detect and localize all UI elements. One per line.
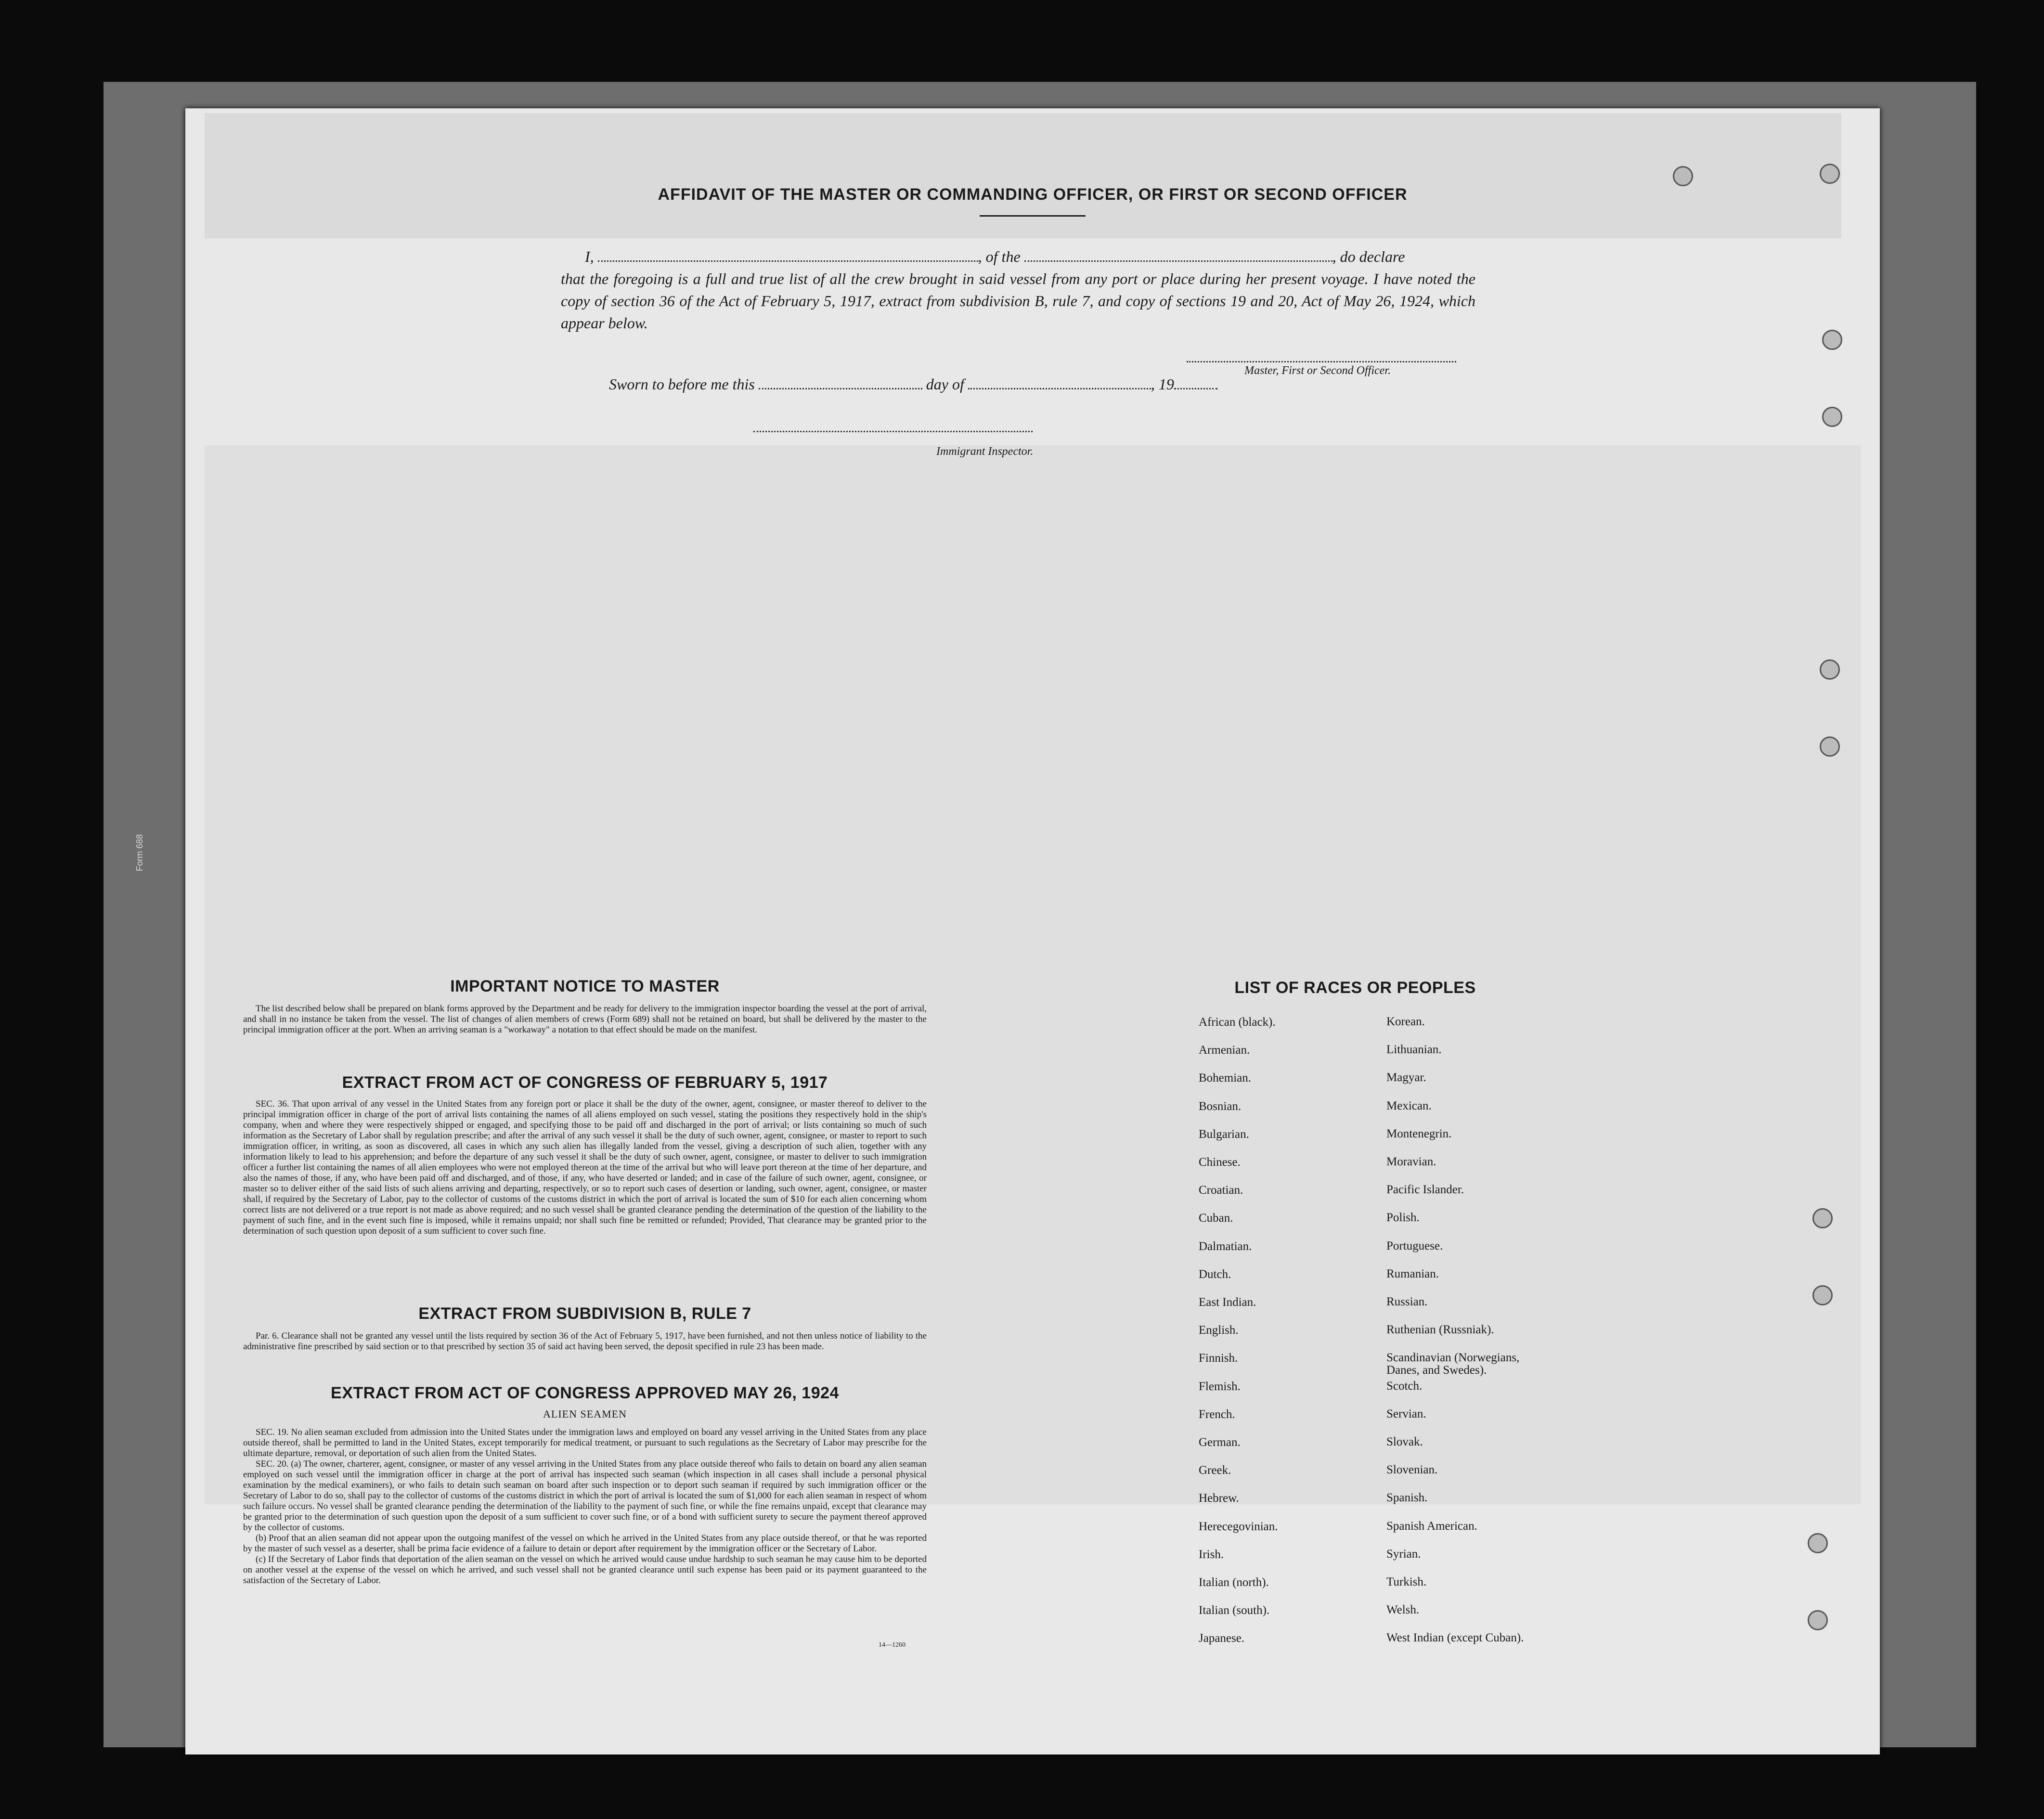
race-item: Spanish. xyxy=(1386,1491,1428,1505)
affidavit-of-the: , of the xyxy=(978,248,1021,265)
affidavit-title: AFFIDAVIT OF THE MASTER OR COMMANDING OFFICER, OR FIRST OR SECOND OFFICER xyxy=(658,185,1408,204)
master-signature-label: Master, First or Second Officer. xyxy=(1244,364,1391,377)
notice-title: IMPORTANT NOTICE TO MASTER xyxy=(450,977,720,995)
affidavit-first-line xyxy=(561,245,1475,268)
race-item: Russian. xyxy=(1386,1295,1428,1308)
notice-text xyxy=(243,1004,927,1035)
race-item: African (black). xyxy=(1199,1016,1276,1029)
punch-hole xyxy=(1820,164,1840,184)
race-item: Dutch. xyxy=(1199,1267,1231,1281)
race-item: German. xyxy=(1199,1436,1241,1449)
affidavit-i: I, xyxy=(585,248,594,265)
race-item: West Indian (except Cuban). xyxy=(1386,1631,1524,1645)
punch-hole xyxy=(1808,1610,1828,1630)
race-item: Pacific Islander. xyxy=(1386,1183,1464,1197)
race-item: Montenegrin. xyxy=(1386,1127,1452,1140)
affidavit-declaration xyxy=(561,245,1475,334)
race-item: Moravian. xyxy=(1386,1155,1436,1168)
race-item: Mexican. xyxy=(1386,1099,1432,1112)
punch-hole xyxy=(1673,166,1693,186)
alien-seamen-subtitle: ALIEN SEAMEN xyxy=(543,1408,627,1420)
punch-hole xyxy=(1820,736,1840,757)
sworn-year: , 19 xyxy=(1151,375,1174,393)
race-item: Bosnian. xyxy=(1199,1099,1242,1113)
race-item: Bohemian. xyxy=(1199,1071,1252,1085)
race-item: Slovenian. xyxy=(1386,1463,1438,1477)
race-item: East Indian. xyxy=(1199,1296,1256,1309)
race-item: Bulgarian. xyxy=(1199,1127,1249,1141)
race-item: Croatian. xyxy=(1199,1184,1243,1197)
race-item: Dalmatian. xyxy=(1199,1239,1252,1253)
sec20c-text: (c) If the Secretary of Labor finds that deportation of the alien seaman on the vessel on which he arrived would cause undue hardship to such seaman he may cause him to be deported on another vessel at the expense of the vessel on which he arrived, and such vessel shall not be granted clearance until such expense has been paid or its payment guaranteed to the satisfaction of the Secretary of Labor. xyxy=(243,1554,927,1586)
document-page xyxy=(185,108,1880,1754)
extract-1917-text xyxy=(243,1099,927,1237)
race-item: Armenian. xyxy=(1199,1044,1250,1057)
race-item: French. xyxy=(1199,1407,1235,1421)
punch-hole xyxy=(1822,330,1842,350)
bleed-through-top xyxy=(205,113,1841,238)
sec19-paragraph xyxy=(243,1427,927,1459)
race-item: Greek. xyxy=(1199,1464,1231,1477)
extract-1924-title: EXTRACT FROM ACT OF CONGRESS APPROVED MAY 26, 1924 xyxy=(331,1384,839,1402)
race-item: Finnish. xyxy=(1199,1352,1238,1365)
sec19-text: SEC. 19. No alien seaman excluded from admission into the United States under the immigration laws and employed on board any vessel arriving in the United States from any place outside thereof, shall be permitted to land in the United States, except temporarily for medical treatment, or pursuant to such regulations as the Secretary of Labor may prescribe for the ultimate departure, removal, or deportation of such alien from the United States. xyxy=(243,1427,927,1458)
race-item: Servian. xyxy=(1386,1407,1426,1420)
affidavit-title-rule xyxy=(980,215,1086,217)
race-item: Portuguese. xyxy=(1386,1239,1443,1252)
sworn-prefix: Sworn to before me this xyxy=(609,375,755,393)
form-label-margin: Form 688 xyxy=(135,834,144,871)
punch-hole xyxy=(1812,1208,1833,1228)
race-item: Irish. xyxy=(1199,1548,1224,1561)
race-item: Syrian. xyxy=(1386,1547,1421,1561)
race-item: Ruthenian (Russniak). xyxy=(1386,1323,1494,1337)
sworn-month-field[interactable] xyxy=(968,375,1151,389)
sec20b-paragraph xyxy=(243,1533,927,1554)
form-number: 14—1260 xyxy=(879,1641,906,1649)
sec20b-text: (b) Proof that an alien seaman did not appear upon the outgoing manifest of the vessel on which he arrived in the United States from any place outside thereof, or that he was reported by the master of such vessel as a deserter, shall be prima facie evidence of a failure to detain or deport after requirement by the immigration officer or the Secretary of Labor. xyxy=(243,1533,927,1554)
extract-rule7-body: Par. 6. Clearance shall not be granted any vessel until the lists required by section 36 of the Act of February 5, 1917, have been furnished, and not then unless notice of liability to the administrative fine prescribed by said section or to that prescribed by section 35 of said act having been served, the deposit specified in rule 23 has been made. xyxy=(243,1331,927,1352)
master-name-field[interactable] xyxy=(598,248,978,262)
extract-1924-text xyxy=(243,1427,927,1586)
race-item: Japanese. xyxy=(1199,1632,1245,1645)
race-item: Herecegovinian. xyxy=(1199,1520,1278,1533)
race-item: Hebrew. xyxy=(1199,1492,1239,1505)
sworn-line xyxy=(609,375,1217,393)
sec20c-paragraph xyxy=(243,1554,927,1586)
race-item: English. xyxy=(1199,1324,1239,1337)
race-item: Welsh. xyxy=(1386,1603,1420,1617)
notice-body: The list described below shall be prepared on blank forms approved by the Department and be ready for delivery to the immigration inspector boarding the vessel at the port of arrival, and shall in no instance be taken from the vessel. The list of changes of alien members of crews (Form 689) shall not be retained on board, but shall be delivered by the master to the principal immigration officer at the port. When an arriving seaman is a "workaway" a notation to that effect should be made on the manifest. xyxy=(243,1004,927,1035)
race-item: Turkish. xyxy=(1386,1575,1427,1588)
race-item: Cuban. xyxy=(1199,1212,1233,1225)
sec20a-paragraph xyxy=(243,1459,927,1533)
race-item: Korean. xyxy=(1386,1015,1425,1028)
race-item: Polish. xyxy=(1386,1211,1420,1225)
extract-1917-title: EXTRACT FROM ACT OF CONGRESS OF FEBRUARY 5, 1917 xyxy=(342,1073,828,1092)
race-item: Lithuanian. xyxy=(1386,1043,1442,1057)
extract-rule7-text xyxy=(243,1331,927,1352)
affidavit-do-declare: , do declare xyxy=(1332,248,1405,265)
punch-hole xyxy=(1820,659,1840,680)
punch-hole xyxy=(1812,1285,1833,1305)
vessel-name-field[interactable] xyxy=(1024,248,1332,262)
race-item: Rumanian. xyxy=(1386,1267,1439,1280)
punch-hole xyxy=(1808,1533,1828,1553)
inspector-signature-field[interactable] xyxy=(753,431,1033,432)
sec20a-text: SEC. 20. (a) The owner, charterer, agent, consignee, or master of any vessel arriving in the United States from any place outside thereof who fails to detain on board any alien seaman employed on such vessel until the immigration officer in charge at the port of arrival has inspected such seaman (which inspection in all cases shall include a personal physical examination by the medical examiners), or who fails to detain such seaman on board after such inspection or to deport such seaman if required by such immigration officer or the Secretary of Labor to do so, shall pay to the collector of customs of the customs district in which the port of arrival is located the sum of $1,000 for each alien seaman in respect of whom such failure occurs. No vessel shall be granted clearance pending the determination of the liability to the payment of such fine, or while the fine remains unpaid, except that clearance may be granted prior to the determination of such question upon the deposit of a sum sufficient to cover such fine, or of a bond with sufficient surety to secure the payment thereof approved by the collector of customs. xyxy=(243,1459,927,1533)
races-title: LIST OF RACES OR PEOPLES xyxy=(1234,979,1476,997)
affidavit-declaration-text: that the foregoing is a full and true list of all the crew brought in said vessel from any port or place during her present voyage. I have noted the copy of section 36 of the Act of February 5, 1917, extract from subdivision B, rule 7, and copy of sections 19 and 20, Act of May 26, 1924, which appear below. xyxy=(561,270,1475,332)
extract-1917-body: SEC. 36. That upon arrival of any vessel in the United States from any foreign port or place it shall be the duty of the owner, agent, consignee, or master thereof to deliver to the principal immigration officer in charge of the port of arrival lists containing the names of all aliens employed on such vessel, stating the positions they respectively hold in the ship's company, when and where they were respectively shipped or engaged, and specifying those to be paid off and discharged in the port of arrival; or lists containing so much of such information as the Secretary of Labor shall by regulation prescribe; and after the arrival of any such vessel it shall be the duty of such owner, agent, consignee, or master to report to such immigration officer, in writing, as soon as discovered, all cases in which any such alien has illegally landed from the vessel, giving a description of such alien, together with any information likely to lead to his apprehension; and before the departure of any such vessel it shall be the duty of such owner, agent, consignee, or master to deliver to such immigration officer a further list containing the names of all alien employees who were not employed thereon at the time of the arrival but who will leave port thereon at the time of her departure, and also the names of those, if any, who have been paid off and discharged, and of those, if any, who have deserted or landed; and in case of the failure of such owner, agent, consignee, or master so to deliver either of the said lists of such aliens arriving and departing, respectively, or so to report such cases of desertion or landing, such owner, agent, consignee, or master shall, if required by the Secretary of Labor, pay to the collector of customs of the customs district in which the port of arrival is located the sum of $10 for each alien concerning whom correct lists are not delivered or a true report is not made as above required; and no such vessel shall be granted clearance pending the determination of the question of the liability to the payment of such fine, and in the event such fine is imposed, while it remains unpaid; nor shall such fine be remitted or refunded; Provided, That clearance may be granted prior to the determination of such question upon deposit of a sum sufficient to cover such fine. xyxy=(243,1099,927,1236)
race-item: Italian (south). xyxy=(1199,1604,1270,1617)
punch-hole xyxy=(1822,407,1842,427)
race-item: Italian (north). xyxy=(1199,1576,1269,1589)
race-item: Scandinavian (Norwegians, Danes, and Swedes). xyxy=(1386,1351,1520,1377)
sworn-year-field[interactable] xyxy=(1174,375,1217,389)
sworn-day-of: day of xyxy=(926,375,964,393)
race-item: Slovak. xyxy=(1386,1435,1423,1448)
inspector-signature-label: Immigrant Inspector. xyxy=(936,445,1034,458)
extract-rule7-title: EXTRACT FROM SUBDIVISION B, RULE 7 xyxy=(418,1304,751,1323)
race-item: Spanish American. xyxy=(1386,1519,1477,1533)
race-item: Chinese. xyxy=(1199,1156,1241,1169)
race-item: Flemish. xyxy=(1199,1380,1241,1393)
race-item: Magyar. xyxy=(1386,1071,1426,1084)
sworn-day-field[interactable] xyxy=(759,375,922,389)
master-signature-field[interactable] xyxy=(1187,361,1456,362)
race-item: Scotch. xyxy=(1386,1379,1423,1393)
